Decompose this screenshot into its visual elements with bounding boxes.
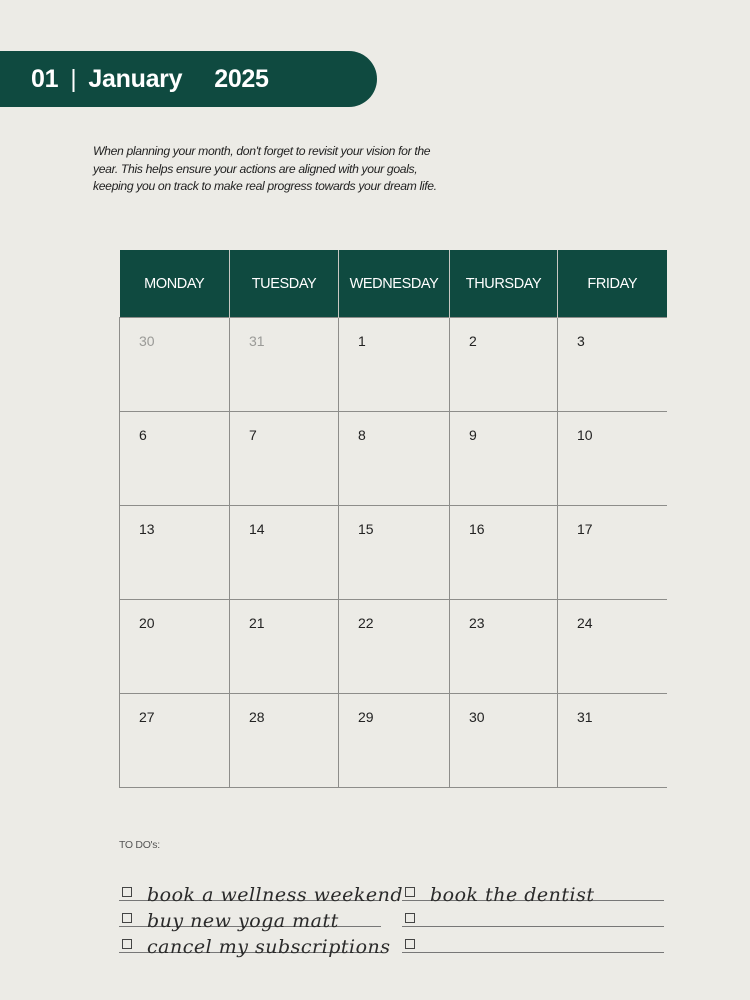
todo-checkbox[interactable] bbox=[122, 939, 132, 949]
todo-item bbox=[119, 927, 391, 958]
todo-list-right bbox=[402, 875, 664, 953]
date-cell: 14 bbox=[230, 506, 339, 600]
date-cell: 7 bbox=[230, 412, 339, 506]
date-cell: 27 bbox=[120, 694, 230, 788]
date-cell: 30 bbox=[120, 318, 230, 412]
todo-checkbox[interactable] bbox=[122, 887, 132, 897]
date-cell: 1 bbox=[339, 318, 450, 412]
date-cell: 21 bbox=[230, 600, 339, 694]
todo-text: cancel my subscriptions bbox=[147, 936, 391, 958]
intro-text: When planning your month, don't forget to revisit your vision for the year. This helps ensure your actions are aligned with your goals, keeping you on track to make real progress towards your dream life. bbox=[93, 144, 437, 193]
todo-title: TO DO's: bbox=[119, 839, 160, 851]
date-cell: 2 bbox=[450, 318, 558, 412]
date-cell: 17 bbox=[558, 506, 667, 600]
todo-checkbox[interactable] bbox=[405, 913, 415, 923]
date-cell: 29 bbox=[339, 694, 450, 788]
todo-checkbox[interactable] bbox=[122, 913, 132, 923]
todo-item bbox=[402, 901, 664, 927]
todo-text: book a wellness weekend bbox=[147, 884, 404, 906]
date-cell: 23 bbox=[450, 600, 558, 694]
todo-text: book the dentist bbox=[430, 884, 595, 906]
todo-item bbox=[402, 927, 664, 953]
weekday-header-row bbox=[120, 250, 667, 318]
date-cell: 28 bbox=[230, 694, 339, 788]
week-row bbox=[120, 318, 667, 412]
todo-list-left bbox=[119, 875, 404, 958]
day-header-monday: MONDAY bbox=[120, 250, 230, 318]
todo-text: buy new yoga matt bbox=[147, 910, 339, 932]
header-separator: | bbox=[70, 64, 77, 93]
week-row bbox=[120, 506, 667, 600]
year: 2025 bbox=[214, 64, 269, 93]
date-cell: 8 bbox=[339, 412, 450, 506]
date-cell: 31 bbox=[558, 694, 667, 788]
todo-item bbox=[402, 875, 664, 906]
week-row bbox=[120, 694, 667, 788]
date-cell: 3 bbox=[558, 318, 667, 412]
date-cell: 20 bbox=[120, 600, 230, 694]
day-header-thursday: THURSDAY bbox=[450, 250, 558, 318]
day-header-tuesday: TUESDAY bbox=[230, 250, 339, 318]
week-row bbox=[120, 600, 667, 694]
date-cell: 6 bbox=[120, 412, 230, 506]
date-cell: 30 bbox=[450, 694, 558, 788]
todo-checkbox[interactable] bbox=[405, 939, 415, 949]
month-calendar bbox=[119, 250, 667, 788]
todo-item bbox=[119, 901, 381, 932]
day-header-wednesday: WEDNESDAY bbox=[339, 250, 450, 318]
date-cell: 15 bbox=[339, 506, 450, 600]
month-number: 01 bbox=[31, 64, 59, 93]
day-header-friday: FRIDAY bbox=[558, 250, 667, 318]
date-cell: 16 bbox=[450, 506, 558, 600]
date-cell: 22 bbox=[339, 600, 450, 694]
month-header bbox=[0, 51, 377, 107]
todo-item bbox=[119, 875, 404, 906]
date-cell: 13 bbox=[120, 506, 230, 600]
date-cell: 9 bbox=[450, 412, 558, 506]
date-cell: 24 bbox=[558, 600, 667, 694]
month-name: January bbox=[88, 64, 183, 93]
todo-checkbox[interactable] bbox=[405, 887, 415, 897]
date-cell: 10 bbox=[558, 412, 667, 506]
date-cell: 31 bbox=[230, 318, 339, 412]
week-row bbox=[120, 412, 667, 506]
